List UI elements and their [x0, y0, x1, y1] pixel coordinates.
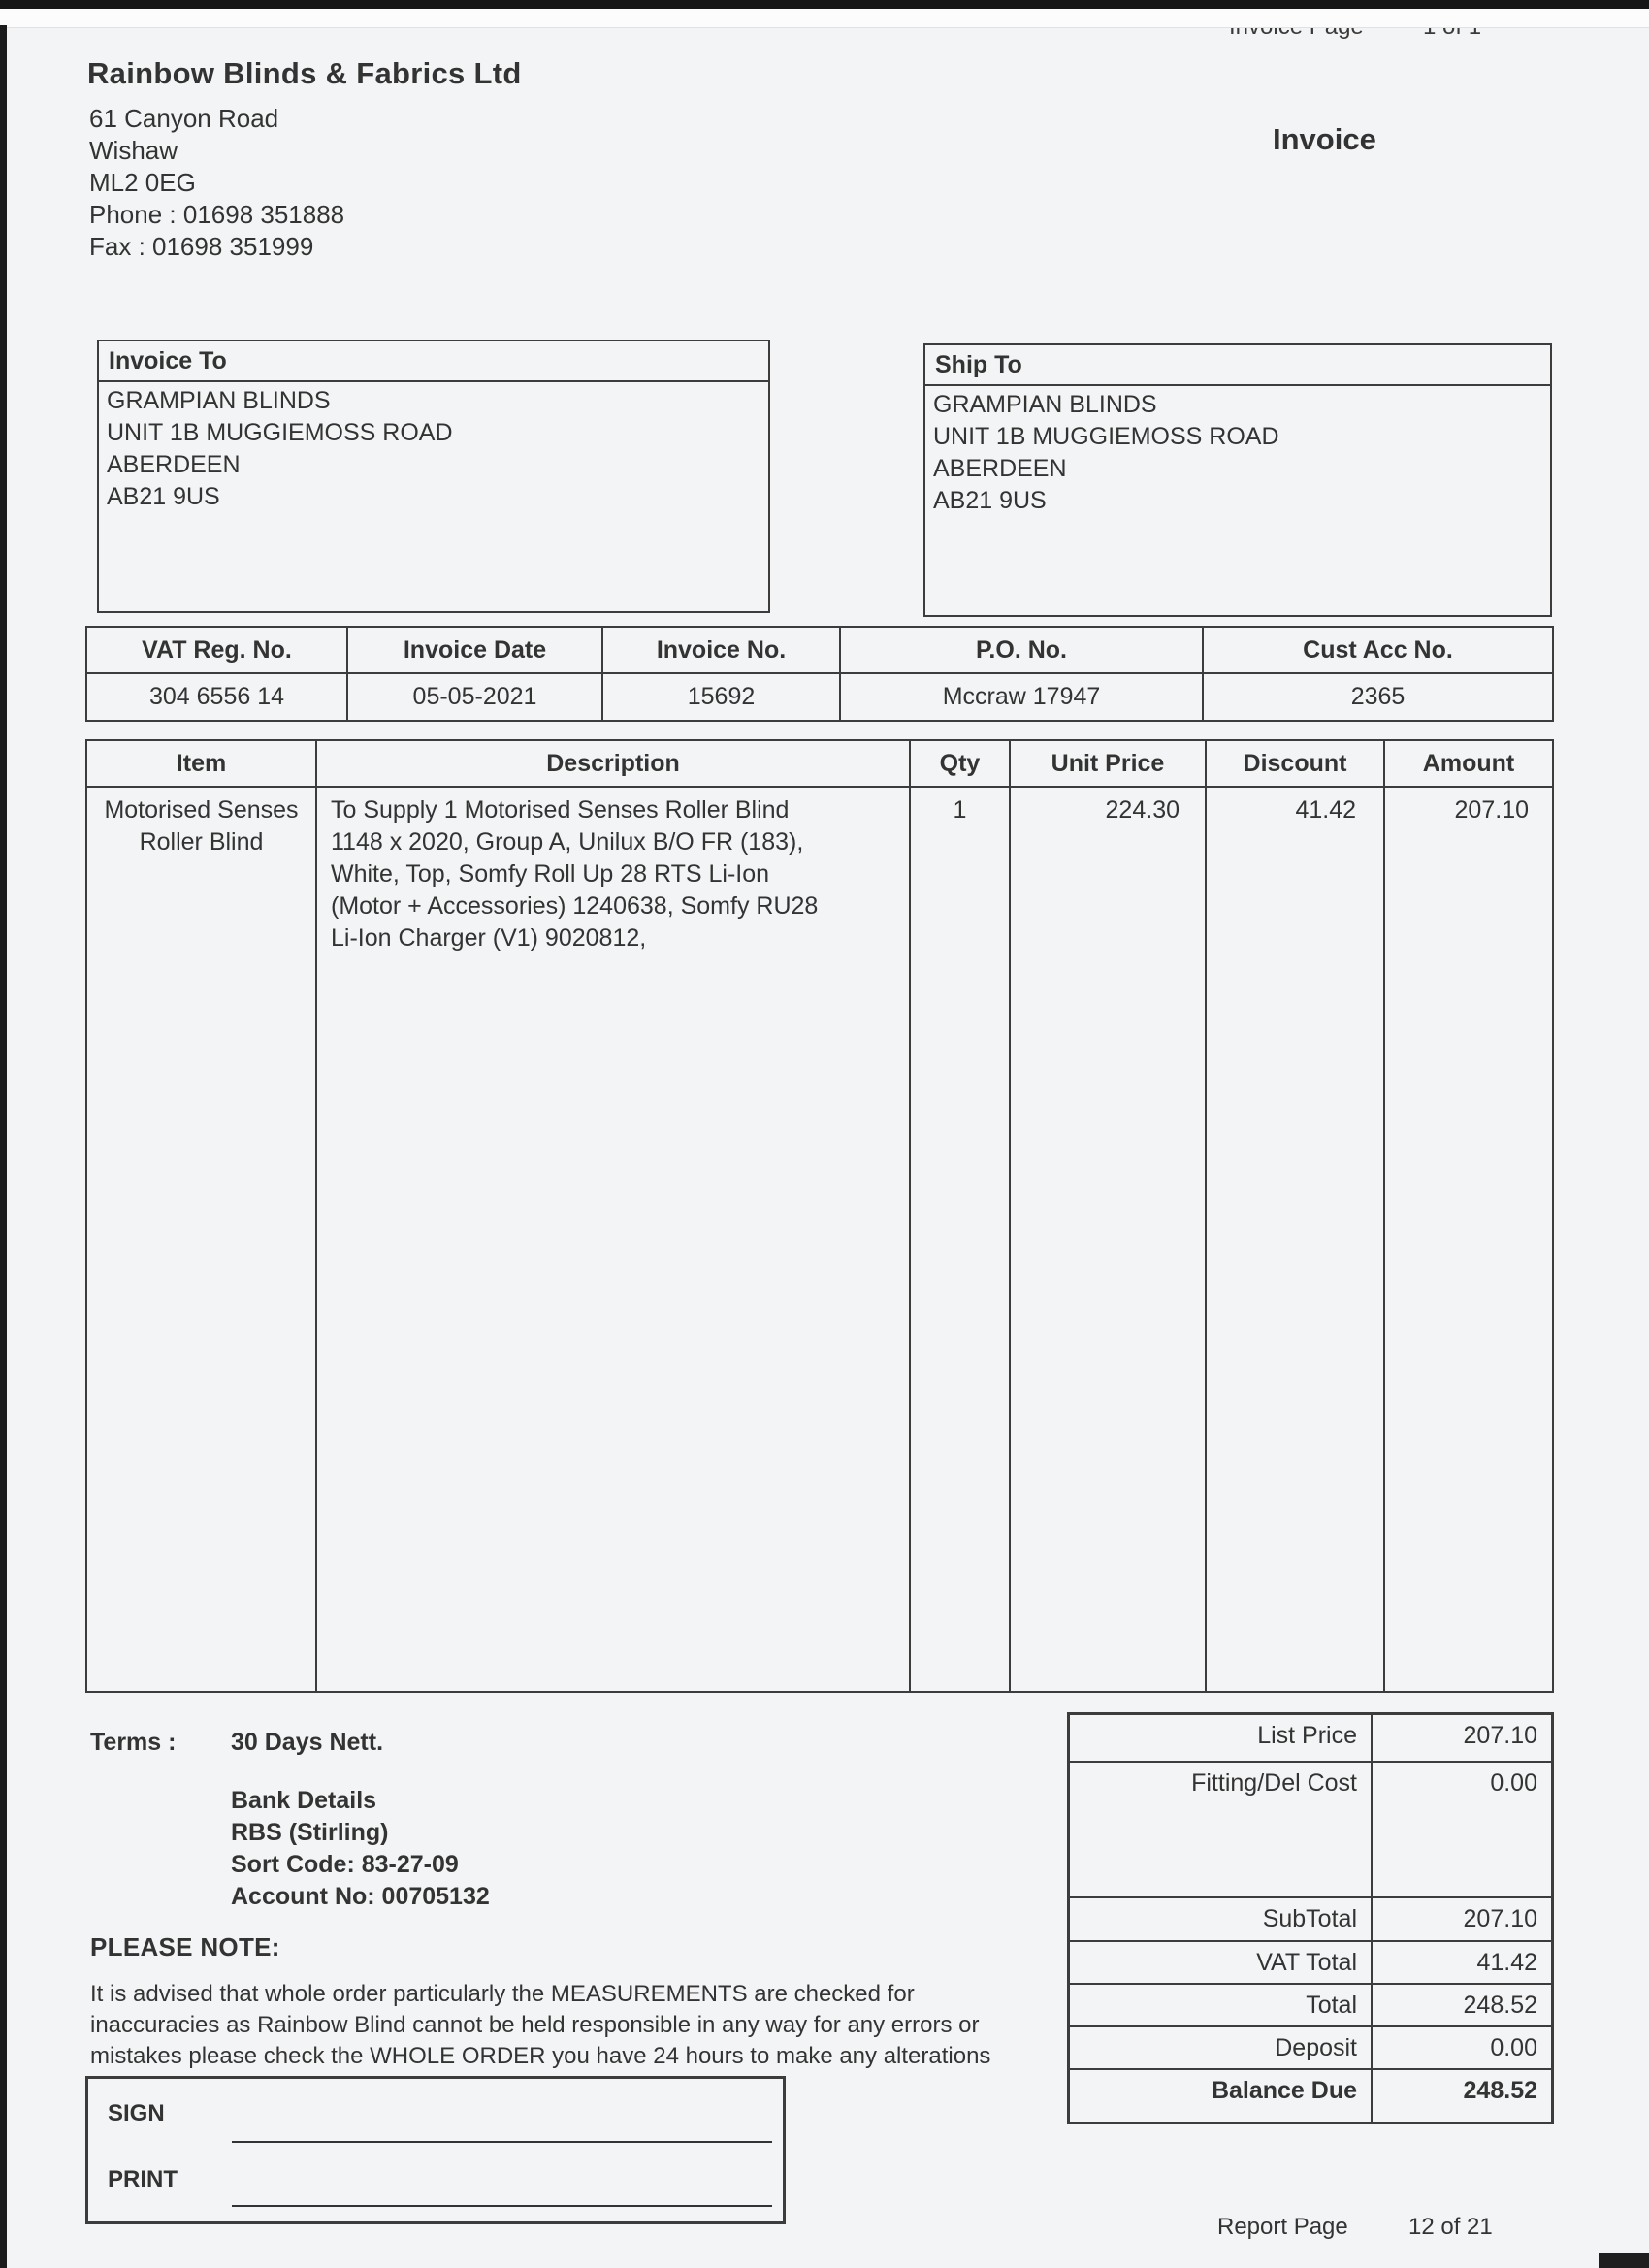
totals-label: Deposit	[1070, 2027, 1373, 2068]
column-discount	[1205, 741, 1383, 1691]
column-header: Item	[87, 741, 315, 788]
info-col-date	[346, 628, 601, 720]
invoice-info-table	[85, 626, 1554, 722]
company-fax: Fax : 01698 351999	[89, 232, 314, 261]
sign-label: SIGN	[108, 2100, 165, 2126]
item-unit-price-cell: 224.30	[1105, 796, 1180, 824]
totals-row-deposit	[1070, 2025, 1551, 2068]
company-address	[89, 103, 344, 263]
column-header: Qty	[911, 741, 1009, 788]
bank-details	[231, 1785, 490, 1913]
cust-acc-number: 2365	[1350, 683, 1406, 710]
company-phone: Phone : 01698 351888	[89, 200, 345, 229]
company-address-line: 61 Canyon Road	[89, 104, 279, 133]
totals-value: 207.10	[1463, 1722, 1537, 1749]
line-items-table	[85, 739, 1554, 1693]
info-header: Invoice No.	[603, 628, 839, 674]
totals-row-total	[1070, 1983, 1551, 2025]
report-page-number: 12 of 21	[1408, 2214, 1493, 2240]
company-address-line: ML2 0EG	[89, 168, 196, 197]
column-unit-price	[1009, 741, 1205, 1691]
info-col-cust-acc	[1202, 628, 1552, 720]
totals-value: 207.10	[1463, 1905, 1537, 1932]
invoice-date: 05-05-2021	[412, 683, 537, 710]
scan-edge-artifact-left	[0, 25, 7, 2268]
info-col-vat	[87, 628, 346, 720]
company-address-line: Wishaw	[89, 136, 178, 165]
terms-label: Terms :	[90, 1729, 177, 1756]
column-header: Description	[317, 741, 909, 788]
column-header: Amount	[1385, 741, 1552, 788]
totals-row-subtotal	[1070, 1896, 1551, 1940]
scan-edge-artifact-corner	[1599, 2253, 1649, 2268]
info-col-po	[839, 628, 1202, 720]
totals-value: 0.00	[1490, 1769, 1537, 1797]
vat-reg-no: 304 6556 14	[148, 683, 285, 710]
ship-to-line: GRAMPIAN BLINDS	[933, 391, 1157, 418]
company-name: Rainbow Blinds & Fabrics Ltd	[87, 56, 522, 90]
totals-label: Fitting/Del Cost	[1070, 1763, 1373, 1896]
scan-white-band-top	[0, 9, 1649, 28]
totals-value: 248.52	[1463, 2077, 1537, 2104]
item-discount-cell: 41.42	[1295, 796, 1356, 824]
bank-name: RBS (Stirling)	[231, 1819, 389, 1846]
document-title: Invoice	[1273, 122, 1376, 156]
totals-value: 248.52	[1463, 1992, 1537, 2019]
ship-to-address	[925, 386, 1550, 517]
bank-details-heading: Bank Details	[231, 1787, 377, 1814]
item-qty-cell: 1	[953, 796, 967, 824]
print-label: PRINT	[108, 2166, 178, 2192]
bank-sort-code: Sort Code: 83-27-09	[231, 1851, 459, 1878]
invoice-number: 15692	[687, 683, 756, 710]
totals-value: 41.42	[1476, 1949, 1537, 1976]
column-header: Unit Price	[1011, 741, 1205, 788]
print-line	[232, 2205, 772, 2207]
po-number: Mccraw 17947	[942, 683, 1101, 710]
ship-to-box	[923, 343, 1552, 617]
info-header: P.O. No.	[841, 628, 1202, 674]
totals-value: 0.00	[1490, 2034, 1537, 2061]
info-col-invoice-no	[601, 628, 839, 720]
item-name-cell: Motorised Senses Roller Blind	[104, 796, 299, 856]
ship-to-line: AB21 9US	[933, 487, 1047, 514]
ship-to-line: ABERDEEN	[933, 455, 1067, 482]
ship-to-line: UNIT 1B MUGGIEMOSS ROAD	[933, 423, 1279, 450]
item-description-cell: To Supply 1 Motorised Senses Roller Blind 1148 x 2020, Group A, Unilux B/O FR (183), White, Top, Somfy Roll Up 28 RTS Li-Ion (Motor + Accessories) 1240638, Somfy RU28 Li-Ion Charger (V1) 9020812,	[331, 796, 819, 952]
item-amount-cell: 207.10	[1454, 796, 1529, 824]
info-header: VAT Reg. No.	[87, 628, 346, 674]
totals-label: SubTotal	[1070, 1898, 1373, 1940]
column-amount	[1383, 741, 1552, 1691]
please-note-heading: PLEASE NOTE:	[90, 1932, 280, 1961]
terms-value: 30 Days Nett.	[231, 1729, 384, 1756]
bank-account-no: Account No: 00705132	[231, 1883, 490, 1910]
totals-label: Total	[1070, 1985, 1373, 2025]
invoice-to-line: GRAMPIAN BLINDS	[107, 387, 331, 414]
column-header: Discount	[1207, 741, 1383, 788]
sign-line	[232, 2141, 772, 2143]
invoice-to-box	[97, 340, 770, 613]
column-description	[315, 741, 909, 1691]
scan-edge-artifact-top	[0, 0, 1649, 9]
invoice-to-line: UNIT 1B MUGGIEMOSS ROAD	[107, 419, 453, 446]
invoice-to-address	[99, 382, 768, 513]
invoice-to-line: ABERDEEN	[107, 451, 241, 478]
totals-box	[1067, 1712, 1554, 2124]
invoice-to-label: Invoice To	[99, 341, 768, 382]
totals-row-fitting-del-cost	[1070, 1761, 1551, 1896]
info-header: Invoice Date	[348, 628, 601, 674]
totals-row-balance-due	[1070, 2068, 1551, 2122]
ship-to-label: Ship To	[925, 345, 1550, 386]
column-item	[87, 741, 315, 1691]
totals-row-vat-total	[1070, 1940, 1551, 1983]
totals-label: VAT Total	[1070, 1942, 1373, 1983]
please-note-body: It is advised that whole order particularly the MEASUREMENTS are checked for inaccuracies as Rainbow Blind cannot be held responsible in any way for any errors or mistakes please check the WHOLE ORDER you have 24 hours to make any alterations	[90, 1981, 991, 2069]
totals-label: List Price	[1070, 1715, 1373, 1761]
signature-box	[85, 2076, 786, 2224]
invoice-to-line: AB21 9US	[107, 483, 220, 510]
info-header: Cust Acc No.	[1204, 628, 1552, 674]
totals-row-list-price	[1070, 1715, 1551, 1761]
column-qty	[909, 741, 1009, 1691]
report-page-label: Report Page	[1217, 2214, 1348, 2240]
totals-label: Balance Due	[1070, 2070, 1373, 2122]
